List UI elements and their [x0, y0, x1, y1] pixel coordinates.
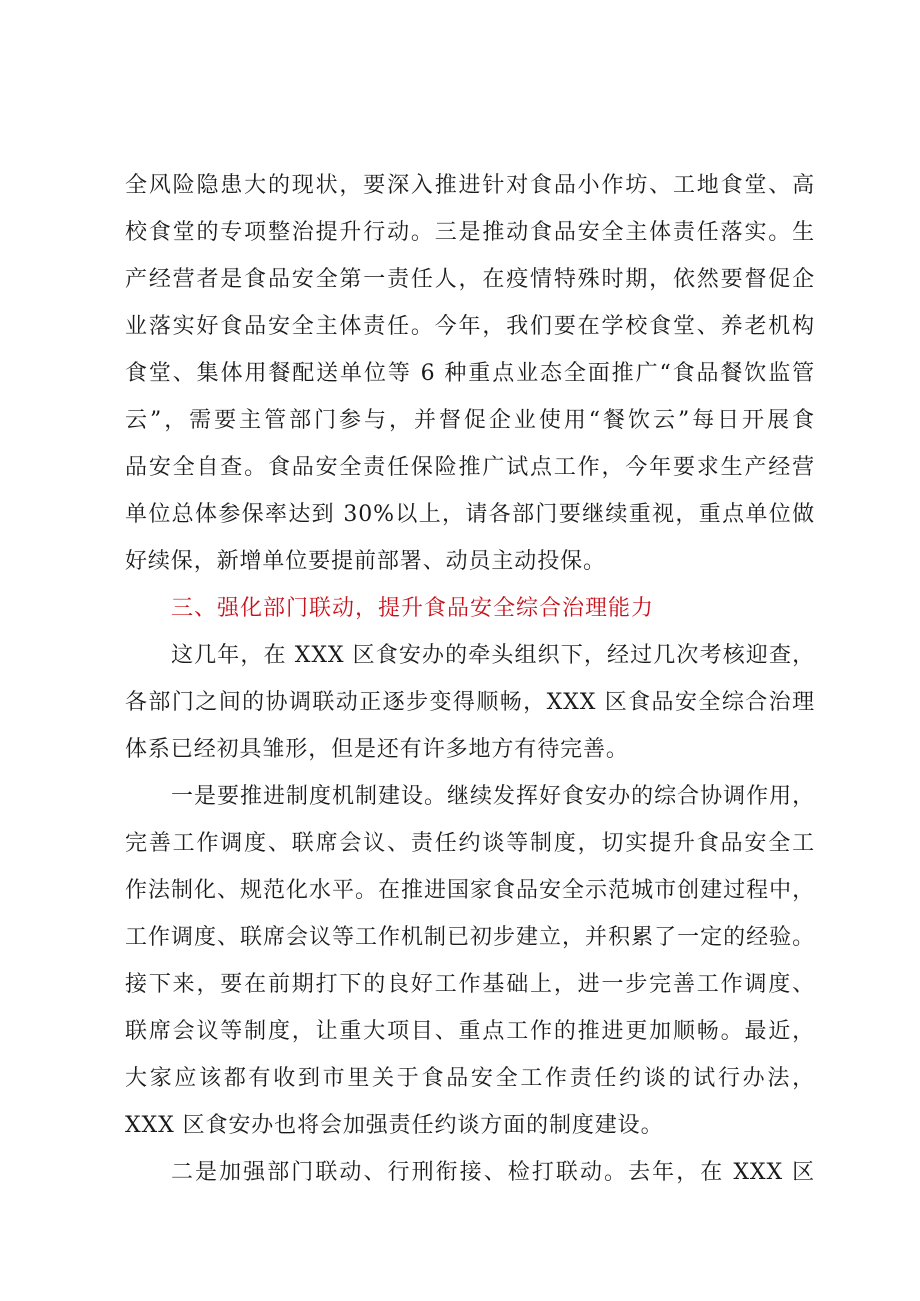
paragraph-line: 各部门之间的协调联动正逐步变得顺畅，XXX 区食品安全综合治理	[125, 690, 815, 715]
paragraph-line: 全风险隐患大的现状，要深入推进针对食品小作坊、工地食堂、高	[125, 173, 815, 198]
paragraph-line: 品安全自查。食品安全责任保险推广试点工作，今年要求生产经营	[125, 455, 815, 480]
paragraph-line: 一是要推进制度机制建设。继续发挥好食安办的综合协调作用，	[171, 784, 815, 809]
paragraph-line: 校食堂的专项整治提升行动。三是推动食品安全主体责任落实。生	[125, 220, 815, 245]
paragraph-line: 好续保，新增单位要提前部署、动员主动投保。	[125, 549, 606, 574]
paragraph-line: 业落实好食品安全主体责任。今年，我们要在学校食堂、养老机构	[125, 314, 815, 339]
paragraph-line: 大家应该都有收到市里关于食品安全工作责任约谈的试行办法，	[125, 1066, 815, 1091]
section-heading: 三、强化部门联动，提升食品安全综合治理能力	[171, 596, 655, 621]
paragraph-line: 接下来，要在前期打下的良好工作基础上，进一步完善工作调度、	[125, 972, 815, 997]
paragraph-line: XXX 区食安办也将会加强责任约谈方面的制度建设。	[125, 1113, 664, 1138]
paragraph-line: 云”，需要主管部门参与，并督促企业使用“餐饮云”每日开展食	[125, 408, 815, 433]
paragraph-line: 作法制化、规范化水平。在推进国家食品安全示范城市创建过程中，	[125, 878, 815, 903]
paragraph-line: 单位总体参保率达到 30%以上，请各部门要继续重视，重点单位做	[125, 502, 815, 527]
paragraph-line: 工作调度、联席会议等工作机制已初步建立，并积累了一定的经验。	[125, 925, 815, 950]
paragraph-line: 联席会议等制度，让重大项目、重点工作的推进更加顺畅。最近，	[125, 1019, 815, 1044]
paragraph-line: 食堂、集体用餐配送单位等 6 种重点业态全面推广“食品餐饮监管	[125, 361, 815, 386]
paragraph-line: 这几年，在 XXX 区食安办的牵头组织下，经过几次考核迎查，	[171, 643, 815, 668]
paragraph-line: 二是加强部门联动、行刑衔接、检打联动。去年，在 XXX 区	[171, 1160, 815, 1185]
paragraph-line: 完善工作调度、联席会议、责任约谈等制度，切实提升食品安全工	[125, 831, 815, 856]
paragraph-line: 体系已经初具雏形，但是还有许多地方有待完善。	[125, 737, 629, 762]
paragraph-line: 产经营者是食品安全第一责任人，在疫情特殊时期，依然要督促企	[125, 267, 815, 292]
